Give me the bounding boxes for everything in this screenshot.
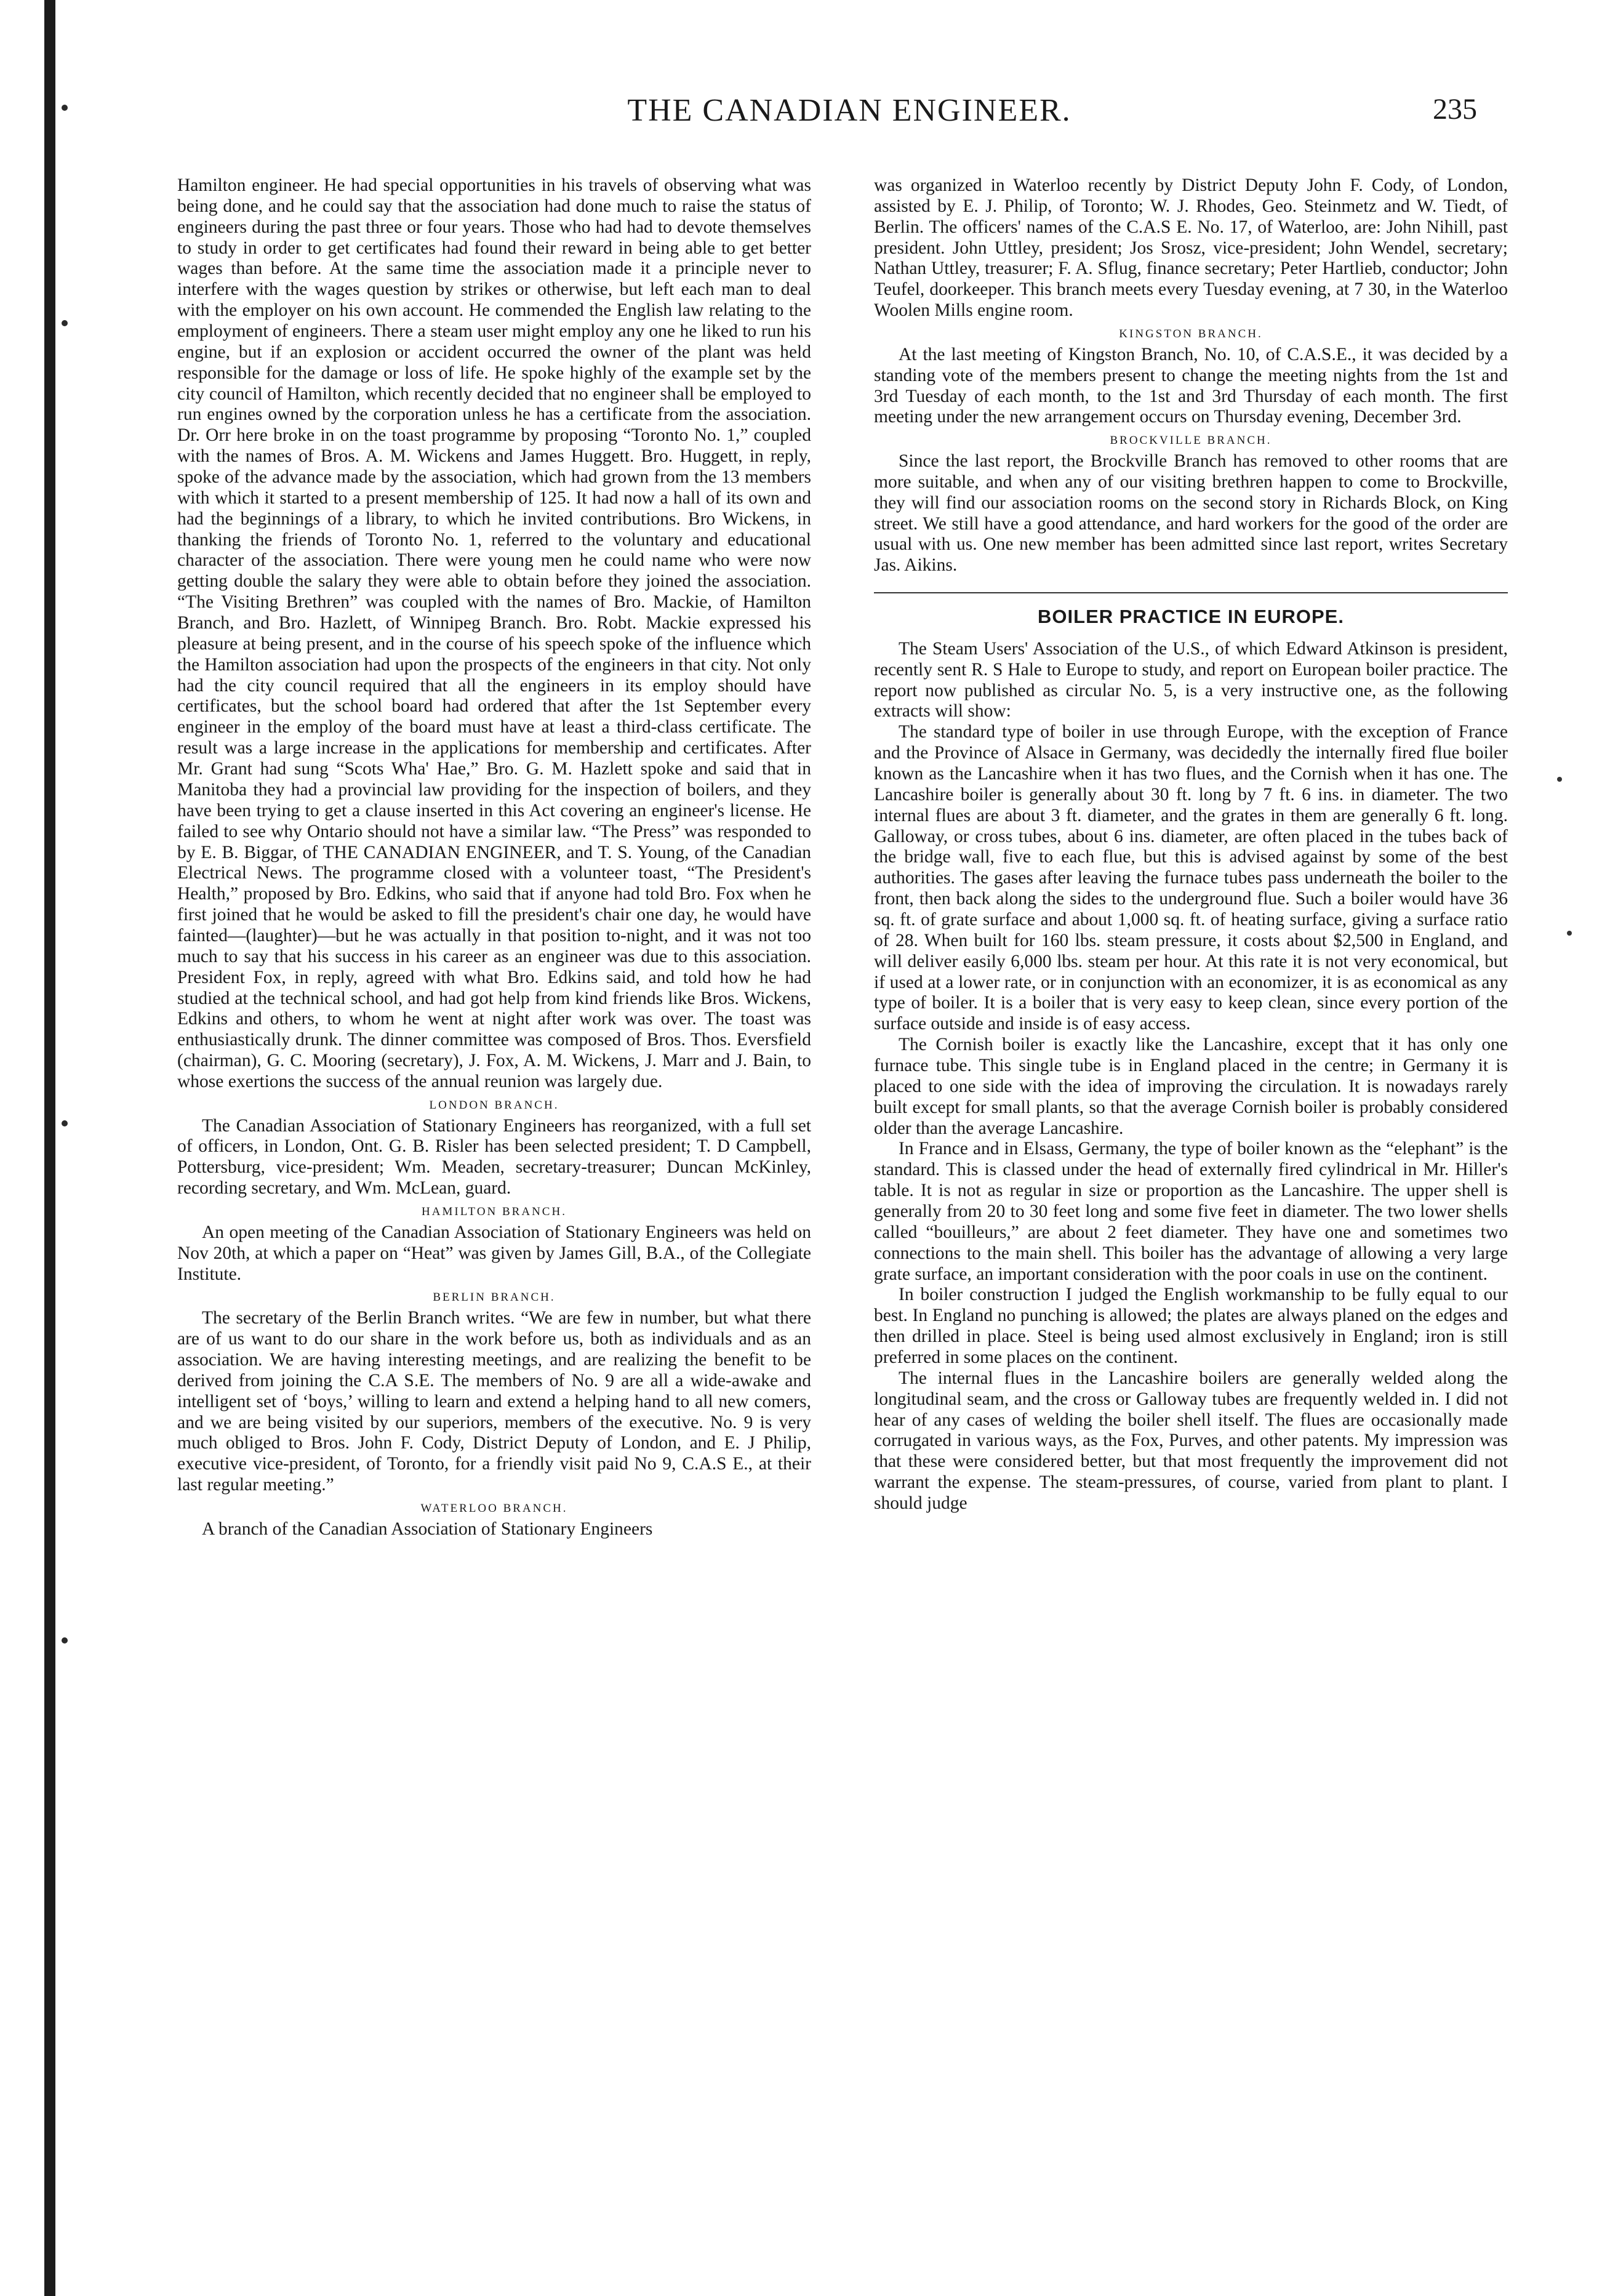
paragraph: In France and in Elsass, Germany, the type of boiler known as the “elephant” is the standard. This is classed under the head of externally fired cylindrical in Mr. Hiller's table. It is not as regular in size or proportion as the Lancashire. The upper shell is generally from 20 to 30 feet long and some five feet in diameter. The two lower shells called “bouilleurs,” are about 2 feet diameter. They have one and sometimes two connections to the main shell. This boiler has the advantage of allowing a very large grate surface, an important consideration with the poor coals in use on the continent. xyxy=(874,1139,1508,1284)
paragraph: The Cornish boiler is exactly like the Lancashire, except that it has only one furnace tube. This single tube is in England placed in the centre; in Germany it is placed to one side with the idea of improving the circulation. It is nowadays rarely built except for small plants, so that the average Cornish boiler is probably considered older than the average Lancashire. xyxy=(874,1035,1508,1138)
paragraph: Hamilton engineer. He had special opportunities in his travels of observing what was being done, and he could say that the association had done much to raise the status of engineers during the past three or four years. Those who had had to devote themselves to study in order to get certificates had found their reward in being able to get better wages than before. At the same time the association made it a principle never to interfere with the wages question by strikes or otherwise, but left each man to deal with the employer on his own account. He commended the English law relating to the employment of engineers. There a steam user might employ any one he liked to run his engine, but if an explosion or accident occurred the owner of the plant was held responsible for the damage or loss of life. He spoke highly of the example set by the city council of Hamilton, which recently decided that no engineer shall be employed to run engines owned by the corporation unless he has a certificate from the association. Dr. Orr here broke in on the toast programme by proposing “Toronto No. 1,” coupled with the names of Bros. A. M. Wickens and James Huggett. Bro. Huggett, in reply, spoke of the advance made by the association, which had grown from the 13 members with which it started to a present membership of 125. It had now a hall of its own and had the beginnings of a library, to which he invited contributions. Bro Wickens, in thanking the friends of Toronto No. 1, referred to the voluntary and educational character of the association. There were young men he could name who were now getting double the salary they were able to obtain before they joined the association. “The Visiting Brethren” was coupled with the names of Bro. Mackie, of Hamilton Branch, and Bro. Hazlett, of Winnipeg Branch. Bro. Robt. Mackie expressed his pleasure at being present, and in the course of his speech spoke of the influence which the Hamilton association had upon the prospects of the engineers in that city. Not only had the city council required that all the engineers in its employ should have certificates, but the school board had ordered that after the 1st September every engineer in the employ of the board must have at least a third-class certificate. The result was a large increase in the applications for membership and certificates. After Mr. Grant had sung “Scots Wha' Hae,” Bro. G. M. Hazlett spoke and said that in Manitoba they had a provincial law providing for the inspection of boilers, and they have been trying to get a clause inserted in this Act covering an engineer's license. He failed to see why Ontario should not have a similar law. “The Press” was responded to by E. B. Biggar, of THE CANADIAN ENGINEER, and T. S. Young, of the Canadian Electrical News. The programme closed with a volunteer toast, “The President's Health,” proposed by Bro. Edkins, who said that if anyone had told Bro. Fox when he first joined that he would be asked to fill the president's chair one day, he would have fainted—(laughter)—but he was actually in that position to-night, and it was not too much to say that his success in his career as an engineer was due to this association. President Fox, in reply, agreed with what Bro. Edkins said, and told how he had studied at the technical school, and had got help from kind friends like Bros. Wickens, Edkins and others, to whom he went at night after work was over. The toast was enthusiastically drunk. The dinner committee was composed of Bros. Thos. Eversfield (chairman), G. C. Mooring (secretary), J. Fox, A. M. Wickens, J. Marr and J. Bain, to whose exertions the success of the annual reunion was largely due. xyxy=(177,175,811,1091)
paragraph: At the last meeting of Kingston Branch, No. 10, of C.A.S.E., it was decided by a standing vote of the members present to change the meeting nights from the 1st and 3rd Tuesday of each month, to the 1st and 3rd Thursday of each month. The first meeting under the new arrangement occurs on Thursday evening, December 3rd. xyxy=(874,344,1508,427)
page-binding-edge xyxy=(44,0,55,2296)
paragraph: An open meeting of the Canadian Association of Stationary Engineers was held on Nov 20th, at which a paper on “Heat” was given by James Gill, B.A., of the Collegiate Institute. xyxy=(177,1222,811,1284)
journal-masthead: THE CANADIAN ENGINEER. xyxy=(627,93,1071,128)
article-title: BOILER PRACTICE IN EUROPE. xyxy=(1038,606,1344,628)
left-column xyxy=(177,175,811,2281)
section-heading: BROCKVILLE BRANCH. xyxy=(1110,434,1272,448)
paragraph: The internal flues in the Lancashire boilers are generally welded along the longitudinal seam, and the cross or Galloway tubes are frequently welded in. I did not hear of any cases of welding the boiler shell itself. The flues are occasionally made corrugated in various ways, as the Fox, Purves, and other patents. My impression was that these were considered better, but that most frequently the improvement did not warrant the expense. The steam-pressures, of course, varied from plant to plant. I should judge xyxy=(874,1368,1508,1514)
paragraph: The Canadian Association of Stationary Engineers has reorganized, with a full set of officers, in London, Ont. G. B. Risler has been selected president; T. D Campbell, Pottersburg, vice-president; Wm. Meaden, secretary-treasurer; Duncan McKinley, recording secretary, and Wm. McLean, guard. xyxy=(177,1115,811,1198)
paragraph: A branch of the Canadian Association of Stationary Engineers xyxy=(202,1519,653,1539)
binding-mark xyxy=(62,105,68,111)
paragraph: The standard type of boiler in use through Europe, with the exception of France and the Province of Alsace in Germany, was decidedly the internally fired flue boiler known as the Lancashire when it has two flues, and the Cornish when it has one. The Lancashire boiler is generally about 30 ft. long by 7 ft. 6 ins. in diameter. The two internal flues are about 3 ft. diameter, and the grates in them are generally 6 ft. long. Galloway, or cross tubes, about 6 ins. diameter, are often placed in the tubes back of the bridge wall, five to each flue, but this is advised against by some of the best authorities. The gases after leaving the furnace tubes pass underneath the boiler to the front, then back along the sides to the underground flue. Such a boiler would have 36 sq. ft. of grate surface and about 1,000 sq. ft. of heating surface, giving a surface ratio of 28. When built for 160 lbs. steam pressure, it costs about $2,500 in England, and will deliver easily 6,000 lbs. steam per hour. At this rate it is not very economical, but if used at a lower rate, or in conjunction with an economizer, it is as economical as any type of boiler. It is a boiler that is very easy to keep clean, since every portion of the surface outside and inside is of easy access. xyxy=(874,722,1508,1034)
section-heading: LONDON BRANCH. xyxy=(429,1098,559,1112)
paragraph: The Steam Users' Association of the U.S., of which Edward Atkinson is president, recently sent R. S Hale to Europe to study, and report on European boiler practice. The report now published as circular No. 5, is a very instructive one, as the following extracts will show: xyxy=(874,638,1508,721)
paragraph: Since the last report, the Brockville Branch has removed to other rooms that are more suitable, and when any of our visiting brethren happen to come to Brockville, they will find our association rooms on the second story in Richards Block, on King street. We still have a good attendance, and hard workers for the good of the order are usual with us. One new member has been admitted since last report, writes Secretary Jas. Aikins. xyxy=(874,451,1508,576)
section-heading: WATERLOO BRANCH. xyxy=(420,1501,568,1515)
paragraph: In boiler construction I judged the English workmanship to be fully equal to our best. In England no punching is allowed; the plates are always planed on the edges and then drilled in place. Steel is being used almost exclusively in England; iron is still preferred in some places on the continent. xyxy=(874,1285,1508,1367)
page-speck xyxy=(1567,931,1572,936)
page-number: 235 xyxy=(1433,93,1477,126)
section-heading: HAMILTON BRANCH. xyxy=(422,1205,567,1219)
section-heading: KINGSTON BRANCH. xyxy=(1119,327,1263,341)
paragraph: was organized in Waterloo recently by District Deputy John F. Cody, of London, assisted by E. J. Philip, of Toronto; W. J. Rhodes, Geo. Steinmetz and W. Tiedt, of Berlin. The officers' names of the C.A.S E. No. 17, of Waterloo, are: John Nihill, past president. John Uttley, president; Jos Srosz, vice-president; John Wendel, secretary; Nathan Uttley, treasurer; F. A. Sflug, finance secretary; Peter Hartlieb, conductor; John Teufel, doorkeeper. This branch meets every Tuesday evening, at 7 30, in the Waterloo Woolen Mills engine room. xyxy=(874,175,1508,321)
section-heading: BERLIN BRANCH. xyxy=(433,1291,556,1304)
right-column xyxy=(874,175,1508,2281)
paragraph: The secretary of the Berlin Branch writes. “We are few in number, but what there are of us want to do our share in the work before us, both as individuals and as an association. We are having interesting meetings, and are realizing the benefit to be derived from joining the C.A S.E. The members of No. 9 are all a wide-awake and intelligent set of ‘boys,’ willing to learn and extend a helping hand to all new comers, and we are being visited by our superiors, members of the executive. No. 9 is very much obliged to Bros. John F. Cody, District Deputy of London, and E. J Philip, executive vice-president, of Toronto, for a friendly visit paid No 9, C.A.S E., at their last regular meeting.” xyxy=(177,1308,811,1495)
page-header xyxy=(185,92,1514,148)
binding-mark xyxy=(62,1120,68,1126)
section-divider xyxy=(874,592,1508,593)
page-speck xyxy=(1557,777,1562,782)
binding-mark xyxy=(62,1637,68,1644)
binding-mark xyxy=(62,320,68,326)
